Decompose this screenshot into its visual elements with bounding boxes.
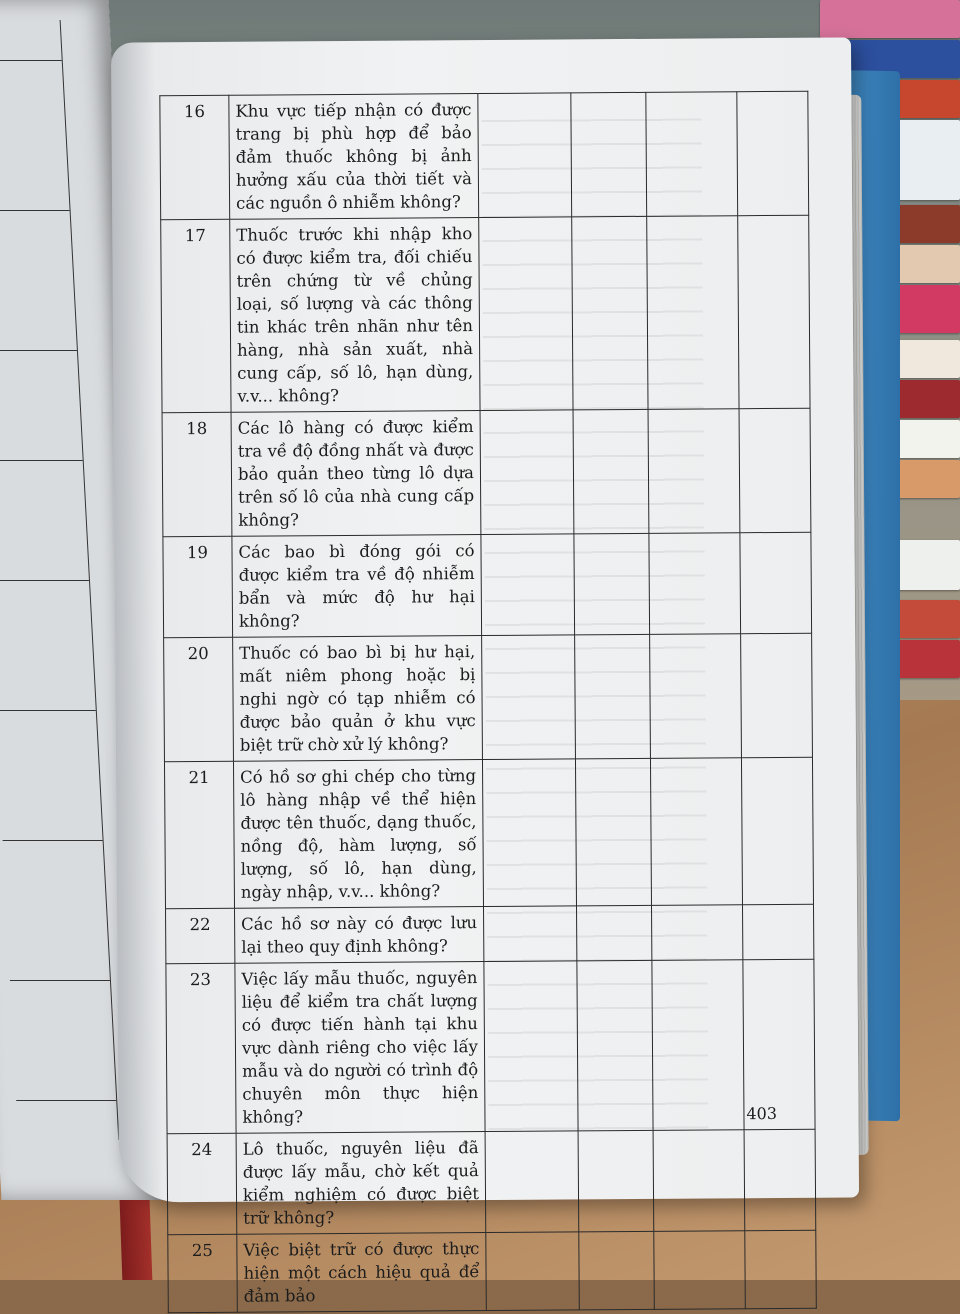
empty-answer-cell	[578, 1130, 654, 1232]
empty-answer-cell	[646, 92, 738, 217]
table-row	[168, 1230, 817, 1313]
row-number: 16	[160, 95, 230, 219]
empty-answer-cell	[482, 759, 576, 907]
empty-answer-cell	[650, 758, 742, 906]
empty-answer-cell	[654, 1231, 746, 1310]
table-row	[160, 91, 809, 220]
empty-answer-cell	[485, 1131, 579, 1233]
empty-answer-cell	[571, 92, 647, 217]
empty-answer-cell	[650, 634, 742, 759]
table-row	[161, 215, 810, 413]
row-question: Các hồ sơ này có được lưu lại theo quy định không?	[235, 907, 484, 964]
empty-answer-cell	[575, 634, 651, 759]
empty-answer-cell	[647, 216, 739, 410]
empty-answer-cell	[484, 906, 577, 962]
empty-answer-cell	[648, 409, 740, 534]
page-number: 403	[746, 1103, 778, 1124]
empty-answer-cell	[741, 633, 813, 757]
row-number: 17	[161, 219, 231, 412]
empty-answer-cell	[479, 217, 573, 411]
row-question: Có hồ sơ ghi chép cho từng lô hàng nhập về thể hiện được tên thuốc, dạng thuốc, nồng độ, hàm lượng, số lượng, số lô, hạn dùng, ngày nhập, v.v... không?	[233, 760, 483, 909]
row-question: Khu vực tiếp nhận có được trang bị phù hợp để bảo đảm thuốc không bị ảnh hưởng xấu của thời tiết và các nguồn ô nhiễm không?	[229, 94, 479, 220]
empty-answer-cell	[481, 534, 575, 636]
table-row	[167, 1129, 816, 1235]
row-question: Các lô hàng có được kiểm tra về độ đồng nhất và được bảo quản theo từng lô dựa trên số lô của nhà cung cấp không?	[231, 411, 481, 537]
checklist-table	[159, 91, 816, 1314]
empty-answer-cell	[741, 757, 813, 904]
empty-answer-cell	[745, 1230, 817, 1308]
row-question: Việc biệt trữ có được thực hiện một cách hiệu quả để đảm bảo	[237, 1233, 487, 1313]
empty-answer-cell	[482, 635, 576, 760]
table-row	[166, 904, 814, 964]
empty-answer-cell	[738, 215, 810, 408]
empty-answer-cell	[484, 961, 578, 1132]
table-row	[166, 959, 815, 1134]
empty-answer-cell	[572, 216, 648, 410]
right-page	[111, 37, 859, 1306]
empty-answer-cell	[478, 93, 572, 218]
empty-answer-cell	[742, 904, 813, 959]
empty-answer-cell	[744, 1129, 816, 1230]
empty-answer-cell	[739, 408, 811, 532]
table-row	[162, 408, 811, 537]
empty-answer-cell	[576, 905, 651, 961]
book-spine	[820, 0, 960, 38]
empty-answer-cell	[652, 960, 744, 1131]
row-number: 25	[168, 1234, 238, 1312]
row-number: 24	[167, 1133, 237, 1234]
empty-answer-cell	[737, 91, 809, 215]
row-question: Các bao bì đóng gói có được kiểm tra về độ nhiễm bẩn và mức độ hư hại không?	[232, 535, 482, 638]
table-row	[163, 532, 812, 638]
empty-answer-cell	[573, 409, 649, 534]
empty-answer-cell	[480, 410, 574, 535]
row-number: 21	[164, 761, 234, 908]
empty-answer-cell	[486, 1232, 580, 1311]
empty-answer-cell	[740, 532, 812, 633]
table-row	[164, 633, 813, 762]
empty-answer-cell	[651, 905, 742, 961]
row-question: Thuốc có bao bì bị hư hại, mất niêm phong hoặc bị nghi ngờ có tạp nhiễm có được bảo quản ở khu vực biệt trữ chờ xử lý không?	[233, 636, 483, 762]
row-number: 22	[166, 908, 235, 963]
row-number: 19	[163, 536, 233, 637]
left-page-table	[0, 20, 119, 1140]
row-question: Lô thuốc, nguyên liệu đã được lấy mẫu, chờ kết quả kiểm nghiệm có được biệt trữ không?	[236, 1132, 486, 1235]
row-question: Thuốc trước khi nhập kho có được kiểm tra, đối chiếu trên chứng từ về chủng loại, số lượng và các thông tin khác trên nhãn như tên hàng, nhà sản xuất, nhà cung cấp, số lô, hạn dùng, v.v... không?	[230, 218, 480, 413]
row-number: 23	[166, 963, 236, 1133]
empty-answer-cell	[575, 758, 651, 906]
empty-answer-cell	[653, 1130, 745, 1232]
table-row	[164, 757, 813, 909]
empty-answer-cell	[577, 960, 653, 1131]
empty-answer-cell	[649, 533, 741, 635]
empty-answer-cell	[579, 1231, 655, 1310]
row-number: 18	[162, 412, 232, 536]
row-question: Việc lấy mẫu thuốc, nguyên liệu để kiểm tra chất lượng có được tiến hành tại khu vực dành riêng cho việc lấy mẫu và do người có trình độ chuyên môn thực hiện không?	[235, 962, 485, 1134]
empty-answer-cell	[574, 533, 650, 635]
row-number: 20	[164, 637, 234, 761]
